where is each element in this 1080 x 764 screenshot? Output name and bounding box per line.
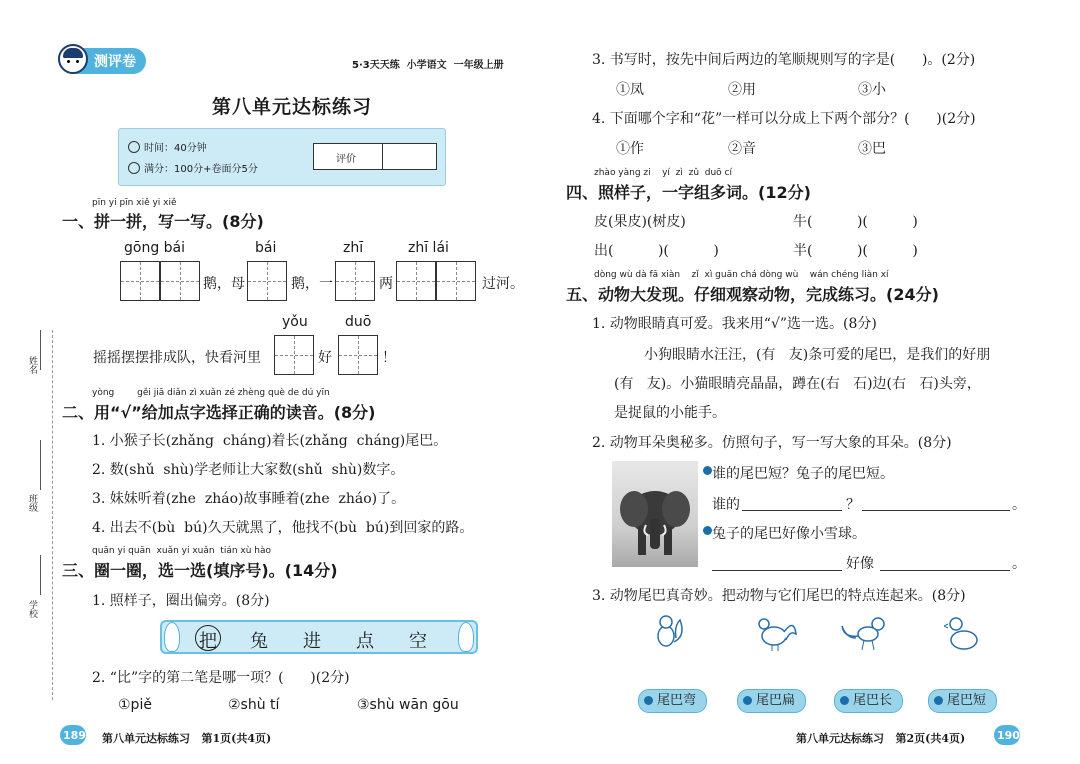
rt-q4-opt-1[interactable]: ①作 bbox=[616, 141, 644, 157]
class-underline bbox=[40, 440, 41, 490]
example-circle bbox=[195, 625, 221, 651]
rt-q3-opt-2[interactable]: ②用 bbox=[728, 82, 756, 98]
s1-pinyin: pīn yi pīn xiě yi xiě bbox=[92, 198, 177, 208]
s5-example-2: 兔子的尾巴好像小雪球。 bbox=[712, 526, 866, 542]
name-label: 姓名 bbox=[27, 356, 37, 374]
banner-char[interactable]: 点 bbox=[356, 631, 374, 652]
write-box[interactable] bbox=[338, 335, 378, 375]
s4-row1-a: 皮(果皮)(树皮) bbox=[594, 214, 686, 230]
rooster-icon bbox=[752, 610, 800, 652]
rt-q3-opt-3[interactable]: ③小 bbox=[858, 82, 886, 98]
time-label: 时间：40分钟 bbox=[144, 143, 207, 154]
s5-example-1: 谁的尾巴短？兔子的尾巴短。 bbox=[712, 466, 894, 482]
write-box[interactable] bbox=[274, 335, 314, 375]
s5-q3: 3. 动物尾巴真奇妙。把动物与它们尾巴的特点连起来。(8分) bbox=[592, 588, 966, 604]
s5-q2: 2. 动物耳朵奥秘多。仿照句子，写一写大象的耳朵。(8分) bbox=[592, 435, 952, 451]
s1-text-6: 好 bbox=[318, 350, 332, 366]
banner-char[interactable]: 把 bbox=[199, 631, 217, 652]
rt-q4-opt-2[interactable]: ②音 bbox=[728, 141, 756, 157]
s3-pinyin: quān yi quān xuǎn yi xuǎn tián xù hào bbox=[92, 546, 272, 556]
write-box[interactable] bbox=[396, 261, 436, 301]
rt-q3: 3. 书写时，按先中间后两边的笔顺规则写的字是( )。(2分) bbox=[592, 52, 976, 68]
write-box[interactable] bbox=[160, 261, 200, 301]
s1-py-2: bái bbox=[255, 240, 277, 256]
s1-text-7: ！ bbox=[382, 350, 396, 366]
s3-q2-opt-2[interactable]: ②shù tí bbox=[228, 697, 280, 713]
s2-heading: 二、用“√”给加点字选择正确的读音。(8分) bbox=[62, 403, 376, 422]
tail-tag[interactable]: 尾巴弯 bbox=[638, 689, 707, 713]
monkey-icon bbox=[838, 612, 890, 652]
s3-q2: 2. “比”字的第二笔是哪一项？( )(2分) bbox=[92, 670, 350, 686]
s1-py-5: yǒu bbox=[282, 314, 308, 330]
rabbit-bullet-icon bbox=[703, 466, 712, 475]
tail-tag[interactable]: 尾巴短 bbox=[928, 689, 997, 713]
s5-p2[interactable]: (有 友)。小猫眼睛亮晶晶，蹲在(右 石)边(右 石)头旁， bbox=[614, 376, 981, 392]
s4-row2-b[interactable]: 半( )( ) bbox=[793, 243, 918, 259]
s1-heading: 一、拼一拼，写一写。(8分) bbox=[62, 212, 264, 231]
write-box[interactable] bbox=[335, 261, 375, 301]
rt-q4: 4. 下面哪个字和“花”一样可以分成上下两个部分？( )(2分) bbox=[592, 111, 976, 127]
tail-tag[interactable]: 尾巴长 bbox=[834, 689, 903, 713]
s5-heading: 五、动物大发现。仔细观察动物，完成练习。(24分) bbox=[566, 285, 939, 304]
write-box[interactable] bbox=[120, 261, 160, 301]
write-box[interactable] bbox=[436, 261, 476, 301]
answer-line[interactable] bbox=[880, 570, 1010, 571]
s3-q2-opt-3[interactable]: ③shù wān gōu bbox=[357, 697, 459, 713]
answer-line[interactable] bbox=[712, 570, 842, 571]
check-icon bbox=[128, 162, 140, 174]
squirrel-icon bbox=[652, 612, 688, 652]
score-label: 满分：100分+卷面分5分 bbox=[144, 164, 258, 175]
s3-q1: 1. 照样子，圈出偏旁。(8分) bbox=[92, 593, 270, 609]
s5-blank1c: 。 bbox=[1012, 497, 1026, 513]
page-title: 第八单元达标练习 bbox=[212, 96, 373, 118]
s1-py-4: zhī lái bbox=[408, 240, 449, 256]
badge-label: 测评卷 bbox=[94, 54, 136, 70]
s2-item-4[interactable]: 4. 出去不(bù bú)久天就黑了，他找不(bù bú)到回家的路。 bbox=[92, 520, 474, 536]
s4-heading: 四、照样子，一字组多词。(12分) bbox=[566, 183, 811, 202]
s5-blank1a: 谁的 bbox=[712, 497, 740, 513]
series-label: 5·3天天练 小学语文 一年级上册 bbox=[352, 60, 504, 71]
class-label: 班级 bbox=[27, 494, 37, 512]
s1-text-3: 两 bbox=[379, 276, 393, 292]
rt-q4-opt-3[interactable]: ③巴 bbox=[858, 141, 886, 157]
elephant-image bbox=[612, 461, 698, 567]
s2-item-2[interactable]: 2. 数(shǔ shù)学老师让大家数(shǔ shù)数字。 bbox=[92, 462, 405, 478]
name-underline bbox=[40, 330, 41, 370]
s5-blank2c: 。 bbox=[1012, 556, 1026, 572]
s2-item-3[interactable]: 3. 妹妹听着(zhe zháo)故事睡着(zhe zháo)了。 bbox=[92, 491, 406, 507]
school-underline bbox=[40, 555, 41, 595]
s3-q2-opt-1[interactable]: ①piě bbox=[118, 697, 152, 713]
side-rule bbox=[52, 330, 53, 700]
s5-blank1b: ？ bbox=[846, 497, 860, 513]
eval-box bbox=[313, 143, 437, 170]
s3-heading: 三、圈一圈，选一选(填序号)。(14分) bbox=[62, 561, 338, 580]
eval-label: 评价 bbox=[336, 154, 356, 165]
rabbit-left-icon bbox=[164, 622, 180, 652]
s5-q1: 1. 动物眼睛真可爱。我来用“√”选一选。(8分) bbox=[592, 316, 877, 332]
tail-tag[interactable]: 尾巴扁 bbox=[737, 689, 806, 713]
s1-text-5: 摇摇摆摆排成队，快看河里 bbox=[93, 350, 261, 366]
s5-p3: 是捉鼠的小能手。 bbox=[614, 405, 726, 421]
s1-py-3: zhī bbox=[343, 240, 364, 256]
s1-py-6: duō bbox=[345, 314, 372, 330]
banner-char[interactable]: 兔 bbox=[250, 631, 268, 652]
s5-pinyin: dòng wù dà fā xiàn zǐ xì guān chá dòng wù wán chéng liàn xí bbox=[594, 270, 889, 280]
write-box[interactable] bbox=[247, 261, 287, 301]
banner-char[interactable]: 空 bbox=[409, 631, 427, 652]
s4-pinyin: zhào yàng zi yí zì zǔ duō cí bbox=[594, 168, 732, 178]
school-label: 学校 bbox=[27, 600, 37, 618]
duck-icon bbox=[944, 614, 980, 652]
rt-q3-opt-1[interactable]: ①凤 bbox=[616, 82, 644, 98]
s1-py-1: gōng bái bbox=[124, 240, 186, 256]
rabbit-right-icon bbox=[458, 622, 474, 652]
clock-icon bbox=[128, 141, 140, 153]
answer-line[interactable] bbox=[862, 510, 1010, 511]
s2-item-1[interactable]: 1. 小猴子长(zhǎng cháng)着长(zhǎng cháng)尾巴。 bbox=[92, 433, 448, 449]
s1-text-4: 过河。 bbox=[482, 276, 524, 292]
banner-char[interactable]: 进 bbox=[303, 631, 321, 652]
rabbit-bullet-icon bbox=[703, 526, 712, 535]
s1-text-2: 鹅，一 bbox=[291, 276, 333, 292]
left-page-number: 189 bbox=[63, 729, 86, 742]
s4-row1-b[interactable]: 牛( )( ) bbox=[793, 214, 918, 230]
s1-text-1: 鹅，母 bbox=[203, 276, 245, 292]
s5-blank2: 好像 bbox=[846, 556, 874, 572]
s5-p1[interactable]: 小狗眼睛水汪汪，(有 友)条可爱的尾巴，是我们的好朋 bbox=[644, 347, 991, 363]
right-footer-text: 第八单元达标练习 第2页(共4页) bbox=[796, 732, 966, 745]
s2-pinyin: yòng gěi jiā diǎn zì xuǎn zé zhèng què de dú yīn bbox=[92, 388, 330, 398]
left-footer-text: 第八单元达标练习 第1页(共4页) bbox=[102, 732, 272, 745]
answer-line[interactable] bbox=[742, 510, 842, 511]
student-avatar-icon bbox=[58, 44, 88, 74]
right-page-number: 190 bbox=[997, 729, 1020, 742]
s4-row2-a[interactable]: 出( )( ) bbox=[594, 243, 719, 259]
